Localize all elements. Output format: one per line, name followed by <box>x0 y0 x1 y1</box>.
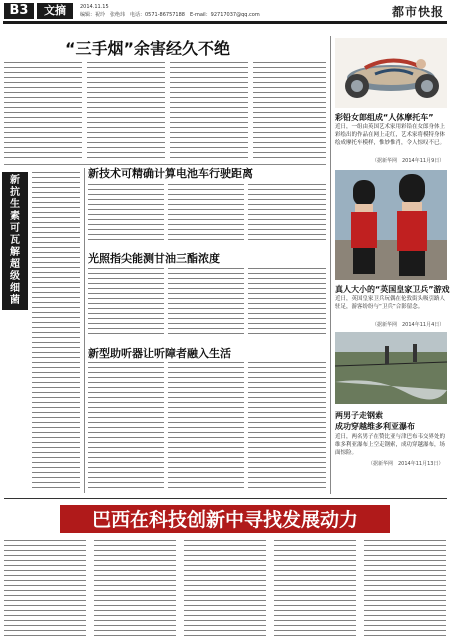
article-text-column <box>87 62 165 162</box>
divider <box>84 168 85 493</box>
headline-third-hand-smoke: “三手烟”余害经久不绝 <box>64 39 231 58</box>
article-text-column <box>4 62 82 162</box>
headline-antibiotic-char: 素 <box>10 211 20 222</box>
photo-victoria-falls-rope <box>335 332 447 404</box>
newspaper-name: 都市快报 <box>391 5 444 19</box>
photo-credit-rope-walk: （据新华网 2014年11月13日） <box>368 461 444 467</box>
photo-credit-motorcycle: （据新华网 2014年11月9日） <box>372 158 445 164</box>
headline-antibiotic-char: 解 <box>10 247 20 258</box>
headline-antibiotic-char: 菌 <box>10 295 20 306</box>
headline-hearing-aid: 新型助听器让听障者融入生活 <box>88 347 231 360</box>
article-text-column <box>170 62 248 162</box>
article-text-column <box>168 362 244 492</box>
article-text-column <box>88 268 164 338</box>
article-text-column <box>168 268 244 338</box>
article-text-column <box>274 540 356 636</box>
photo-caption-motorcycle: 近日，一组由英国艺术家用彩铅在女郎身体上彩绘出的作品在网上走红，艺术家将模特身体绘成摩托车模样，惟妙惟肖，令人惊叹不已。 <box>335 124 446 146</box>
article-text-column <box>253 62 326 162</box>
article-text-column <box>32 172 80 492</box>
headline-antibiotic-char: 可 <box>10 223 20 234</box>
masthead-rule <box>3 21 447 24</box>
article-text-column <box>168 184 244 244</box>
photo-motorcycle-body-paint <box>335 38 447 108</box>
article-text-column <box>364 540 446 636</box>
photo-caption-guards: 近日，英国皇家卫兵玩偶在伦敦街头吸引路人驻足，游客纷纷与“卫兵”合影留念。 <box>335 296 446 310</box>
article-text-column <box>248 184 326 244</box>
photo-title-rope-walk-2: 成功穿越维多利亚瀑布 <box>335 422 415 431</box>
headline-ev-range: 新技术可精确计算电池车行驶距离 <box>88 167 253 180</box>
photo-title-motorcycle: 彩铅女郎组成“人体摩托车” <box>335 113 434 122</box>
photo-caption-rope-walk: 近日，两名男子在赞比亚与津巴布韦交界处的维多利亚瀑布上空走钢索，成功穿越瀑布，场面惊险。 <box>335 434 446 456</box>
headline-antibiotic-char: 新 <box>10 175 20 186</box>
section-code: B3 <box>4 3 34 19</box>
article-text-column <box>184 540 266 636</box>
photo-royal-guards <box>335 170 447 280</box>
article-text-column <box>4 540 86 636</box>
headline-antibiotic-char: 瓦 <box>10 235 20 246</box>
headline-antibiotic-char: 级 <box>10 271 20 282</box>
staff-line: 编辑：祝玲 张绝玮 电话：0571-86757188 E-mail：92717037@qq.com <box>80 12 260 18</box>
article-text-column <box>88 184 164 244</box>
article-text-column <box>94 540 176 636</box>
article-text-column <box>248 268 326 338</box>
headline-antibiotic-char: 生 <box>10 199 20 210</box>
headline-antibiotic-char: 超 <box>10 259 20 270</box>
photo-title-guards: 真人大小的“英国皇家卫兵”游戏 <box>335 285 450 294</box>
divider <box>4 498 447 499</box>
date-line: 2014.11.15 <box>80 4 109 10</box>
headline-antibiotic-char: 抗 <box>10 187 20 198</box>
headline-brazil-innovation: 巴西在科技创新中寻找发展动力 <box>60 505 390 533</box>
headline-antibiotic <box>2 172 28 310</box>
article-text-column <box>248 362 326 492</box>
photo-title-rope-walk: 两男子走钢索 <box>335 411 383 420</box>
article-text-column <box>88 362 164 492</box>
photo-credit-guards: （据新华网 2014年11月4日） <box>372 322 445 328</box>
divider <box>330 36 331 494</box>
section-name: 文摘 <box>37 3 73 19</box>
headline-fingertip-light: 光照指尖能测甘油三酯浓度 <box>88 252 220 265</box>
headline-antibiotic-char: 细 <box>10 283 20 294</box>
